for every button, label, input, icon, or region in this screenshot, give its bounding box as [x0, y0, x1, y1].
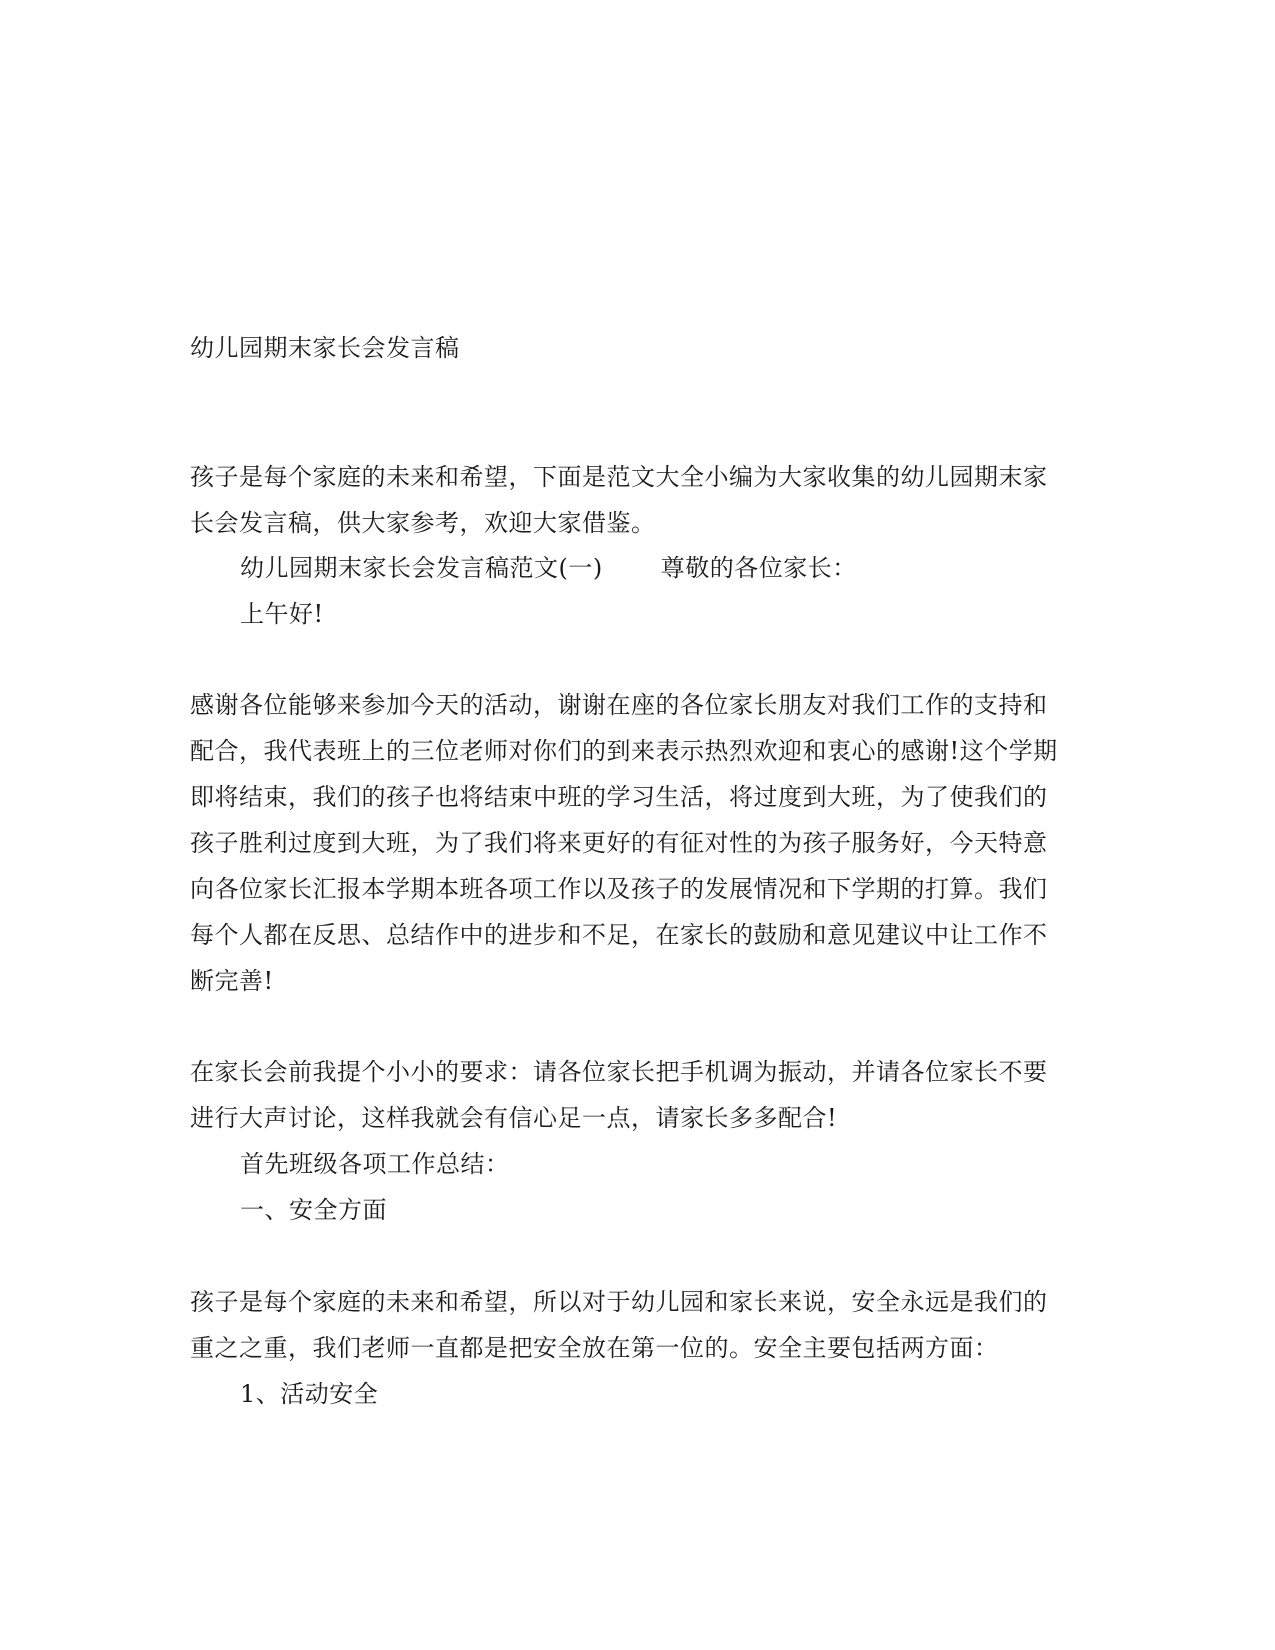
greeting: 上午好! [240, 600, 324, 628]
salutation: 尊敬的各位家长： [660, 554, 857, 582]
paragraph1-line-2: 配合，我代表班上的三位老师对你们的到来表示热烈欢迎和衷心的感谢!这个学期 [190, 737, 1058, 765]
paragraph1-line-1: 感谢各位能够来参加今天的活动，谢谢在座的各位家长朋友对我们工作的支持和 [190, 691, 1048, 719]
document-title: 幼儿园期末家长会发言稿 [190, 334, 460, 362]
paragraph2-line-1: 在家长会前我提个小小的要求：请各位家长把手机调为振动，并请各位家长不要 [190, 1058, 1048, 1086]
intro-line-1: 孩子是每个家庭的未来和希望，下面是范文大全小编为大家收集的幼儿园期末家 [190, 463, 1048, 491]
paragraph2-line-2: 进行大声讨论，这样我就会有信心足一点，请家长多多配合! [190, 1104, 838, 1132]
paragraph3-line-2: 重之之重，我们老师一直都是把安全放在第一位的。安全主要包括两方面： [190, 1334, 999, 1362]
paragraph1-line-4: 孩子胜利过度到大班，为了我们将来更好的有征对性的为孩子服务好，今天特意 [190, 829, 1048, 857]
sample-heading: 幼儿园期末家长会发言稿范文(一) [240, 554, 603, 582]
section1-heading: 一、安全方面 [240, 1196, 387, 1224]
section-intro: 首先班级各项工作总结： [240, 1150, 510, 1178]
intro-line-2: 长会发言稿，供大家参考，欢迎大家借鉴。 [190, 509, 656, 537]
paragraph1-line-3: 即将结束，我们的孩子也将结束中班的学习生活，将过度到大班，为了使我们的 [190, 783, 1048, 811]
paragraph3-line-1: 孩子是每个家庭的未来和希望，所以对于幼儿园和家长来说，安全永远是我们的 [190, 1288, 1048, 1316]
paragraph1-line-6: 每个人都在反思、总结作中的进步和不足，在家长的鼓励和意见建议中让工作不 [190, 921, 1048, 949]
sample-heading-line [240, 553, 857, 583]
subsection1-heading: 1、活动安全 [240, 1380, 379, 1408]
paragraph1-line-7: 断完善! [190, 967, 274, 995]
paragraph1-line-5: 向各位家长汇报本学期本班各项工作以及孩子的发展情况和下学期的打算。我们 [190, 875, 1048, 903]
